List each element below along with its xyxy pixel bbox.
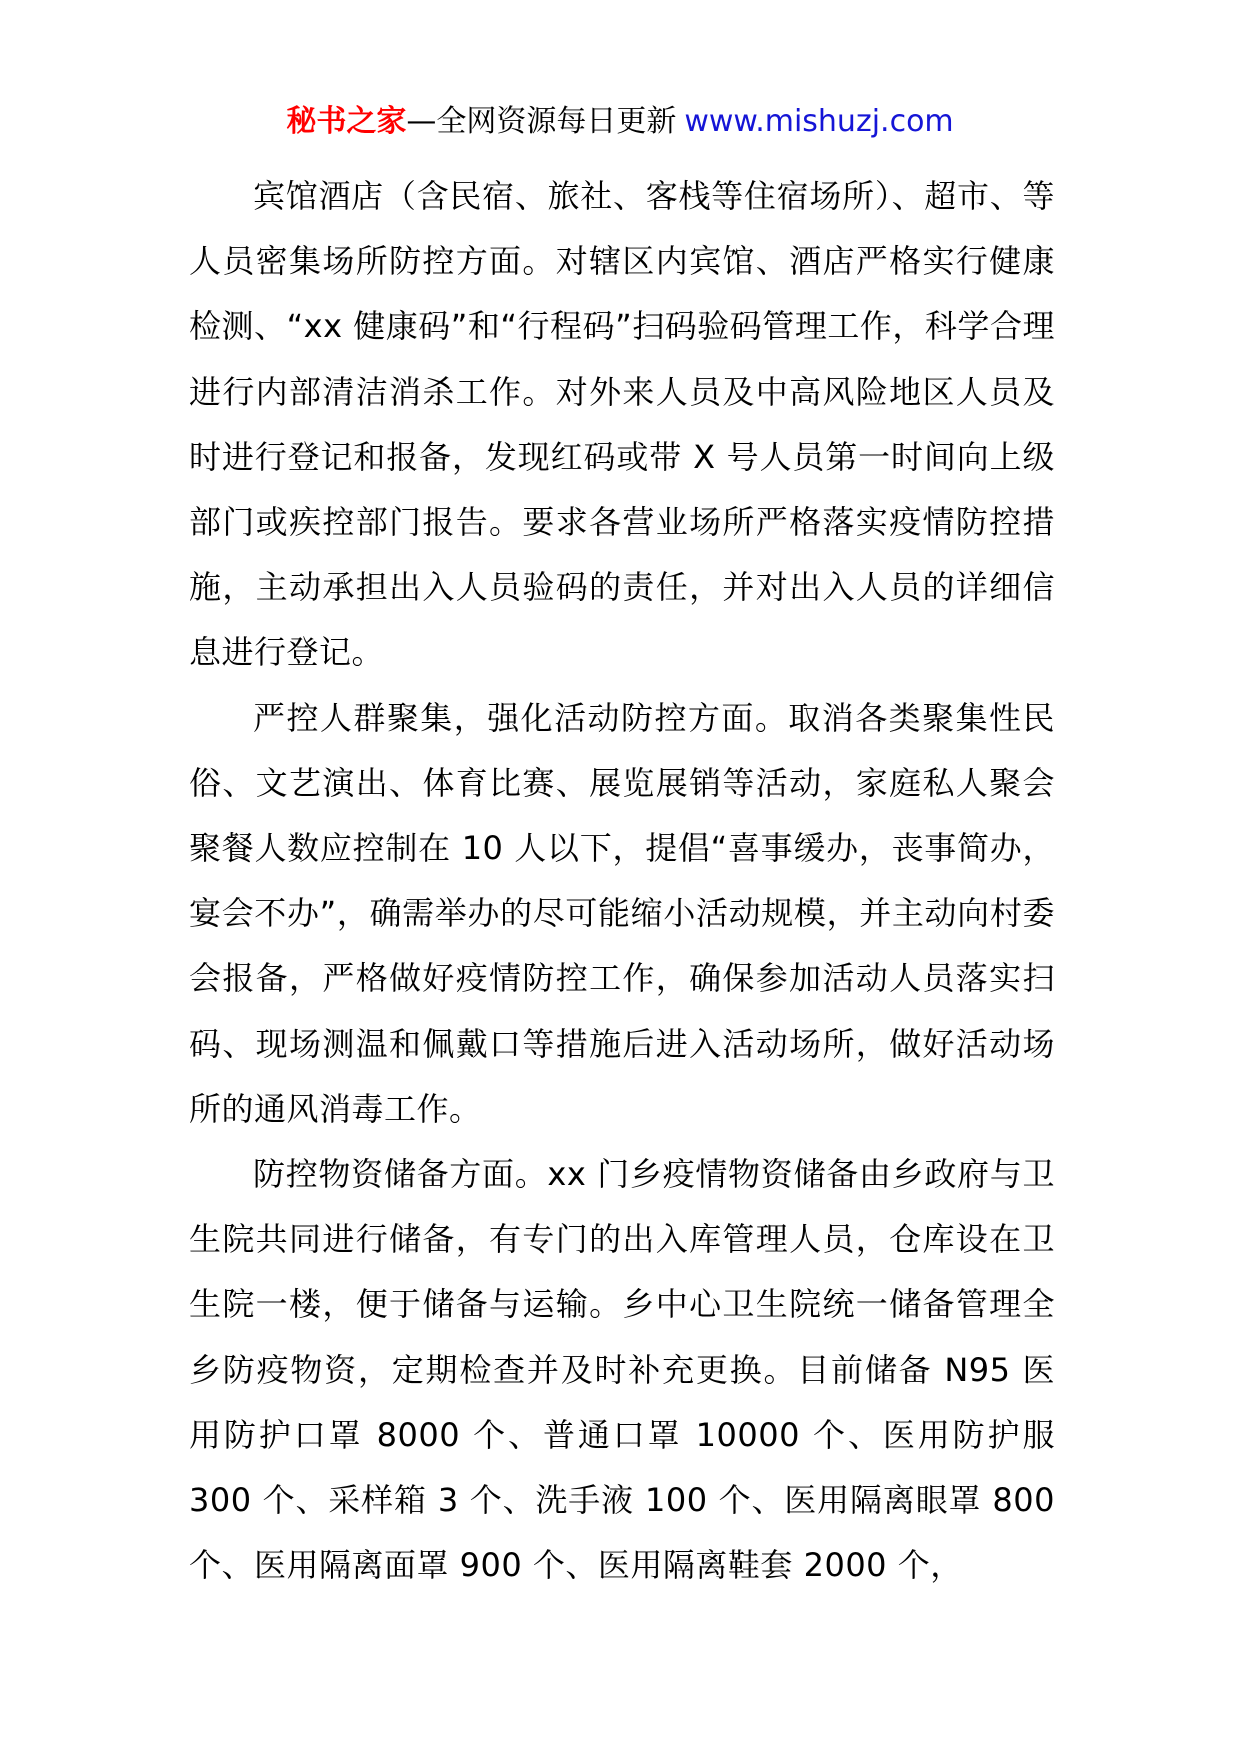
website-link[interactable]: www.mishuzj.com (684, 104, 954, 139)
header-tagline: —全网资源每日更新 (406, 104, 677, 139)
document-body (189, 164, 1055, 1598)
paragraph-hotel-prevention: 宾馆酒店（含民宿、旅社、客栈等住宿场所）、超市、等人员密集场所防控方面。对辖区内宾馆、酒店严格实行健康检测、“xx 健康码”和“行程码”扫码验码管理工作，科学合理进行内部清洁消杀工作。对外来人员及中高风险地区人员及时进行登记和报备，发现红码或带 X 号人员第一时间向上级部门或疾控部门报告。要求各营业场所严格落实疫情防控措施，主动承担出入人员验码的责任，并对出入人员的详细信息进行登记。 (189, 177, 1055, 672)
paragraph-supplies-reserve: 防控物资储备方面。xx 门乡疫情物资储备由乡政府与卫生院共同进行储备，有专门的出入库管理人员，仓库设在卫生院一楼，便于储备与运输。乡中心卫生院统一储备管理全乡防疫物资，定期检查并及时补充更换。目前储备 N95 医用防护口罩 8000 个、普通口罩 10000 个、医用防护服 300 个、采样箱 3 个、洗手液 100 个、医用隔离眼罩 800 个、医用隔离面罩 900 个、医用隔离鞋套 2000 个， (189, 1155, 1055, 1585)
page-header (0, 100, 1240, 144)
paragraph-gathering-control: 严控人群聚集，强化活动防控方面。取消各类聚集性民俗、文艺演出、体育比赛、展览展销等活动，家庭私人聚会聚餐人数应控制在 10 人以下，提倡“喜事缓办，丧事简办，宴会不办”，确需举办的尽可能缩小活动规模，并主动向村委会报备，严格做好疫情防控工作，确保参加活动人员落实扫码、现场测温和佩戴口等措施后进入活动场所，做好活动场所的通风消毒工作。 (189, 698, 1055, 1128)
brand-name: 秘书之家 (286, 104, 407, 139)
